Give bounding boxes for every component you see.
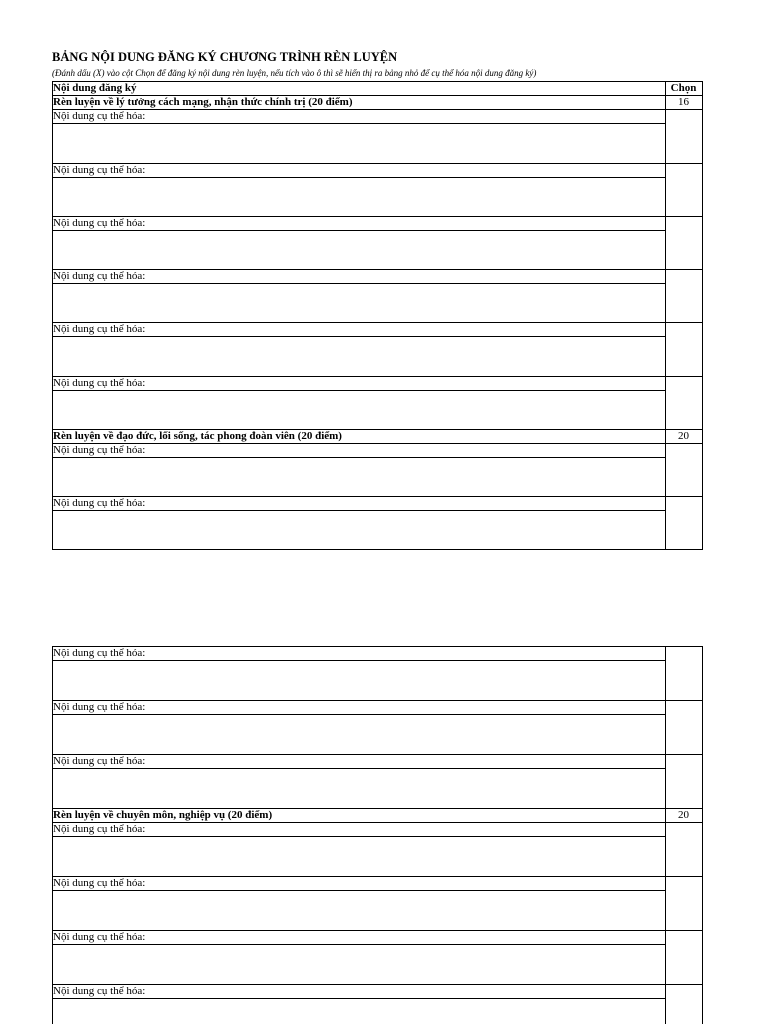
table-rule [52, 123, 666, 124]
select-value[interactable]: 16 [678, 96, 689, 108]
section-title: Rèn luyện về đạo đức, lối sống, tác phong đoàn viên (20 điểm) [53, 430, 342, 442]
table-rule [52, 768, 666, 769]
detail-label: Nội dung cụ thể hóa: [53, 877, 146, 889]
table-rule [665, 81, 666, 550]
table-rule [52, 336, 666, 337]
table-rule [52, 81, 53, 550]
table-rule [52, 269, 703, 270]
table-rule [52, 660, 666, 661]
document-subtitle: (Đánh dấu (X) vào cột Chọn để đăng ký nội dung rèn luyện, nếu tích vào ô thì sẽ hiển thị ra bảng nhỏ để cụ thể hóa nội dung đăng ký) [52, 68, 537, 78]
table-rule [52, 109, 703, 110]
table-rule [52, 890, 666, 891]
table-rule [52, 822, 703, 823]
detail-label: Nội dung cụ thể hóa: [53, 323, 146, 335]
table-rule [52, 984, 703, 985]
table-rule [52, 457, 666, 458]
table-rule [52, 646, 703, 647]
table-rule [52, 283, 666, 284]
table-rule [52, 549, 703, 550]
detail-label: Nội dung cụ thể hóa: [53, 270, 146, 282]
table-rule [52, 944, 666, 945]
detail-label: Nội dung cụ thể hóa: [53, 217, 146, 229]
select-value[interactable]: 20 [678, 809, 689, 821]
detail-label: Nội dung cụ thể hóa: [53, 164, 146, 176]
table-rule [52, 998, 666, 999]
table-rule [52, 754, 703, 755]
detail-label: Nội dung cụ thể hóa: [53, 985, 146, 997]
detail-label: Nội dung cụ thể hóa: [53, 110, 146, 122]
table-rule [52, 510, 666, 511]
table-rule [52, 376, 703, 377]
table-rule [52, 163, 703, 164]
column-header-content: Nội dung đăng ký [53, 82, 137, 94]
detail-label: Nội dung cụ thể hóa: [53, 701, 146, 713]
table-rule [52, 390, 666, 391]
table-rule [52, 216, 703, 217]
table-rule [52, 646, 53, 1024]
column-header-select: Chọn [670, 82, 697, 94]
select-value[interactable]: 20 [678, 430, 689, 442]
section-title: Rèn luyện về lý tưởng cách mạng, nhận thức chính trị (20 điểm) [53, 96, 353, 108]
document-title: BẢNG NỘI DUNG ĐĂNG KÝ CHƯƠNG TRÌNH RÈN LUYỆN [52, 50, 398, 64]
table-rule [52, 322, 703, 323]
table-rule [665, 646, 666, 1024]
table-rule [52, 230, 666, 231]
detail-label: Nội dung cụ thể hóa: [53, 931, 146, 943]
detail-label: Nội dung cụ thể hóa: [53, 444, 146, 456]
table-rule [52, 177, 666, 178]
table-rule [52, 930, 703, 931]
detail-label: Nội dung cụ thể hóa: [53, 377, 146, 389]
detail-label: Nội dung cụ thể hóa: [53, 823, 146, 835]
table-rule [52, 700, 703, 701]
table-rule [702, 646, 703, 1024]
table-rule [52, 443, 703, 444]
section-title: Rèn luyện về chuyên môn, nghiệp vụ (20 điểm) [53, 809, 273, 821]
detail-label: Nội dung cụ thể hóa: [53, 647, 146, 659]
detail-label: Nội dung cụ thể hóa: [53, 497, 146, 509]
table-rule [52, 836, 666, 837]
table-rule [52, 81, 703, 82]
detail-label: Nội dung cụ thể hóa: [53, 755, 146, 767]
table-rule [52, 496, 703, 497]
table-rule [702, 81, 703, 550]
table-rule [52, 714, 666, 715]
table-rule [52, 876, 703, 877]
